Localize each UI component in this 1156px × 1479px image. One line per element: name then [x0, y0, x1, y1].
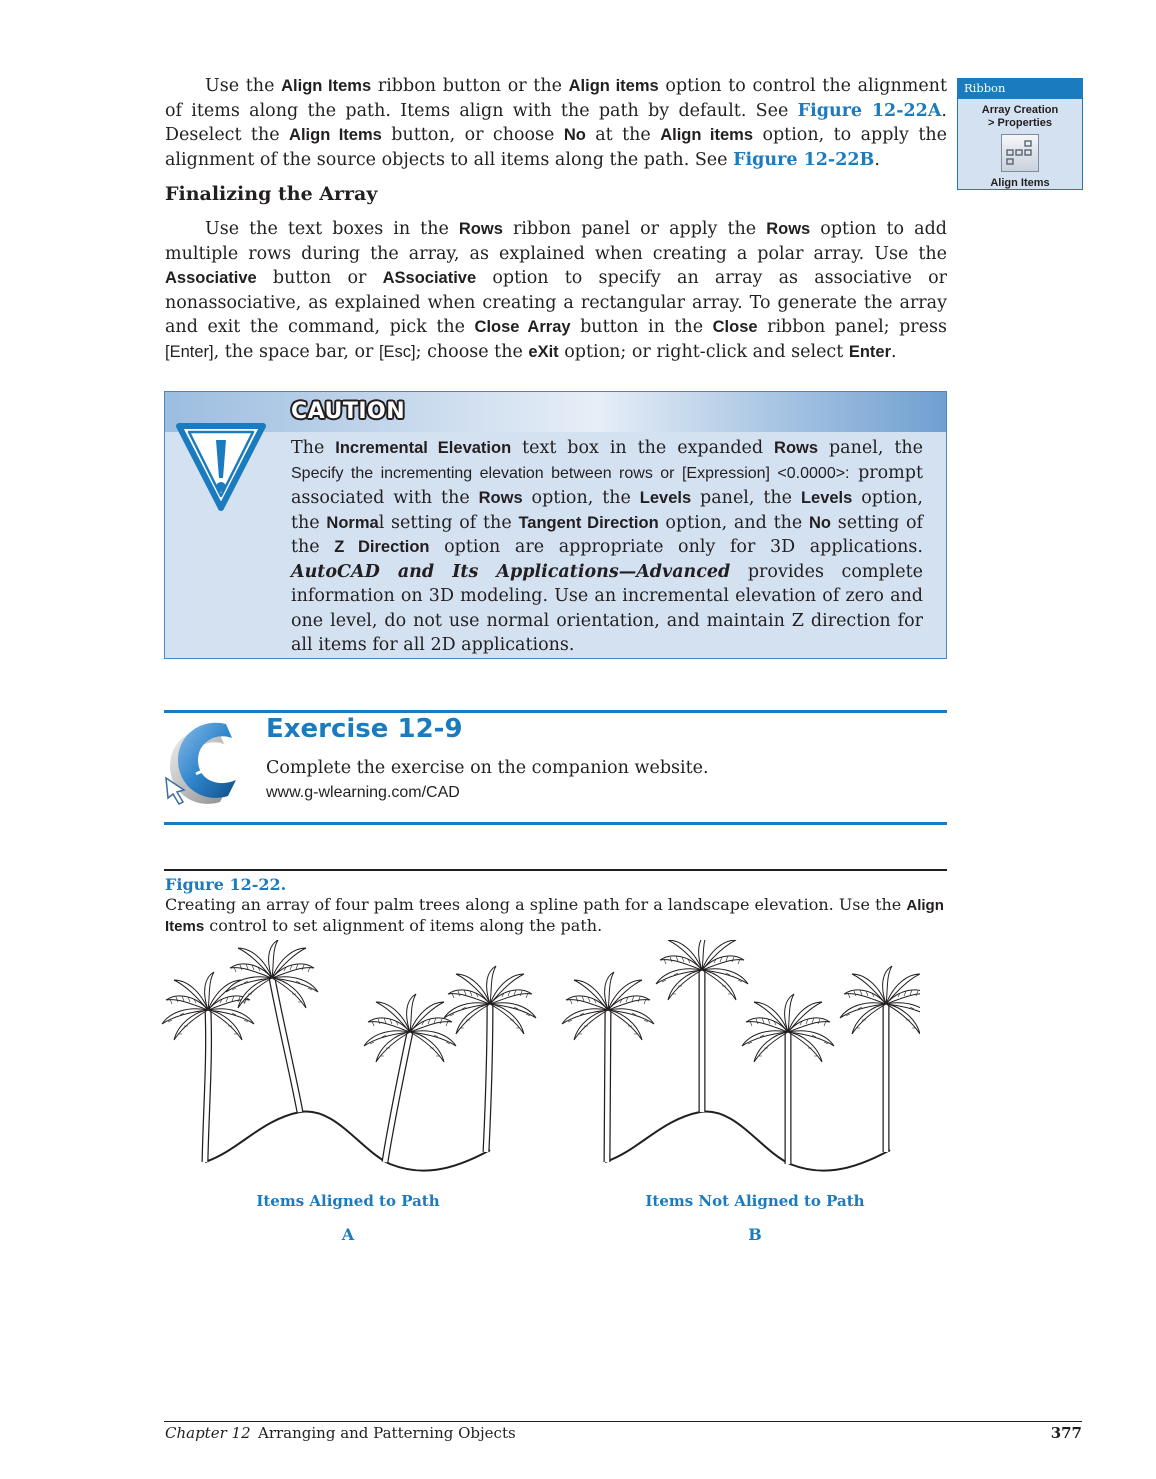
companion-website-c-icon[interactable] — [162, 716, 254, 812]
ribbon-path: Array Creation > Properties — [981, 104, 1059, 129]
figure-rule — [164, 869, 947, 871]
figure-12-22b-link[interactable]: Figure 12-22B — [733, 149, 875, 170]
palm-trees-array-illustration — [160, 940, 920, 1184]
caution-title: CAUTION — [291, 399, 406, 424]
figure-12-22a-link[interactable]: Figure 12-22A — [797, 100, 942, 121]
panel-b-letter: B — [748, 1225, 762, 1244]
exercise-title: Exercise 12-9 — [266, 714, 463, 744]
panel-b-label: Items Not Aligned to Path — [645, 1192, 865, 1210]
align-items-paragraph: Use the Align Items ribbon button or the Align items option to control the alignment of items along the path. Items align with the path by default. See Figure 12-22A. Deselect the Align Items button, or choose No at the Align items option, to apply the alignment of the source objects to all items along the path. See Figure 12-22B. — [165, 76, 947, 170]
figure-number: Figure 12-22. — [165, 875, 287, 894]
finalizing-paragraph: Use the text boxes in the Rows ribbon panel or apply the Rows option to add multiple rows during the array, as explained when creating a polar array. Use the Associative button or ASsociative option to specify an array as associative or nonassociative, as explained when creating a rectangular array. To generate the array and exit the command, pick the Close Array button in the Close ribbon panel; press [Enter], the space bar, or [Esc]; choose the eXit option; or right-click and select Enter. — [165, 219, 947, 362]
figure-caption: Creating an array of four palm trees along a spline path for a landscape elevation. Use the Align Items control to set alignment of items along the path. — [165, 895, 944, 935]
exercise-description: Complete the exercise on the companion website. — [266, 758, 709, 778]
page-number: 377 — [1050, 1424, 1082, 1442]
caution-header-band — [165, 392, 946, 432]
footer-title: Arranging and Patterning Objects — [258, 1424, 516, 1442]
exercise-url[interactable]: www.g-wlearning.com/CAD — [266, 784, 460, 801]
ribbon-reference-box — [957, 78, 1083, 190]
align-items-icon — [1001, 134, 1039, 172]
exercise-top-rule — [164, 710, 947, 713]
panel-a-label: Items Aligned to Path — [256, 1192, 440, 1210]
warning-triangle-icon — [173, 420, 269, 520]
panel-a-letter: A — [341, 1225, 355, 1244]
footer-chapter: Chapter 12 — [165, 1424, 251, 1442]
exercise-bottom-rule — [164, 822, 947, 825]
caution-box — [164, 391, 947, 659]
caution-text: The Incremental Elevation text box in the expanded Rows panel, the Specify the incrementing elevation between rows or [Expression] <0.0000>: prompt associated with the Rows option, the Levels panel, the Levels option, the Normal setting of the Tangent Direction option, and the No setting of the Z Direction option are appropriate only for 3D applications. AutoCAD and Its Applications—Advanced provides complete information on 3D modeling. Use an incremental elevation of zero and one level, do not use normal orientation, and maintain Z direction for all items for all 2D applications. — [291, 438, 924, 655]
ribbon-button-label: Align Items — [990, 177, 1050, 189]
ribbon-header: Ribbon — [958, 79, 1082, 99]
section-heading: Finalizing the Array — [165, 183, 378, 205]
footer-rule — [164, 1421, 1082, 1422]
